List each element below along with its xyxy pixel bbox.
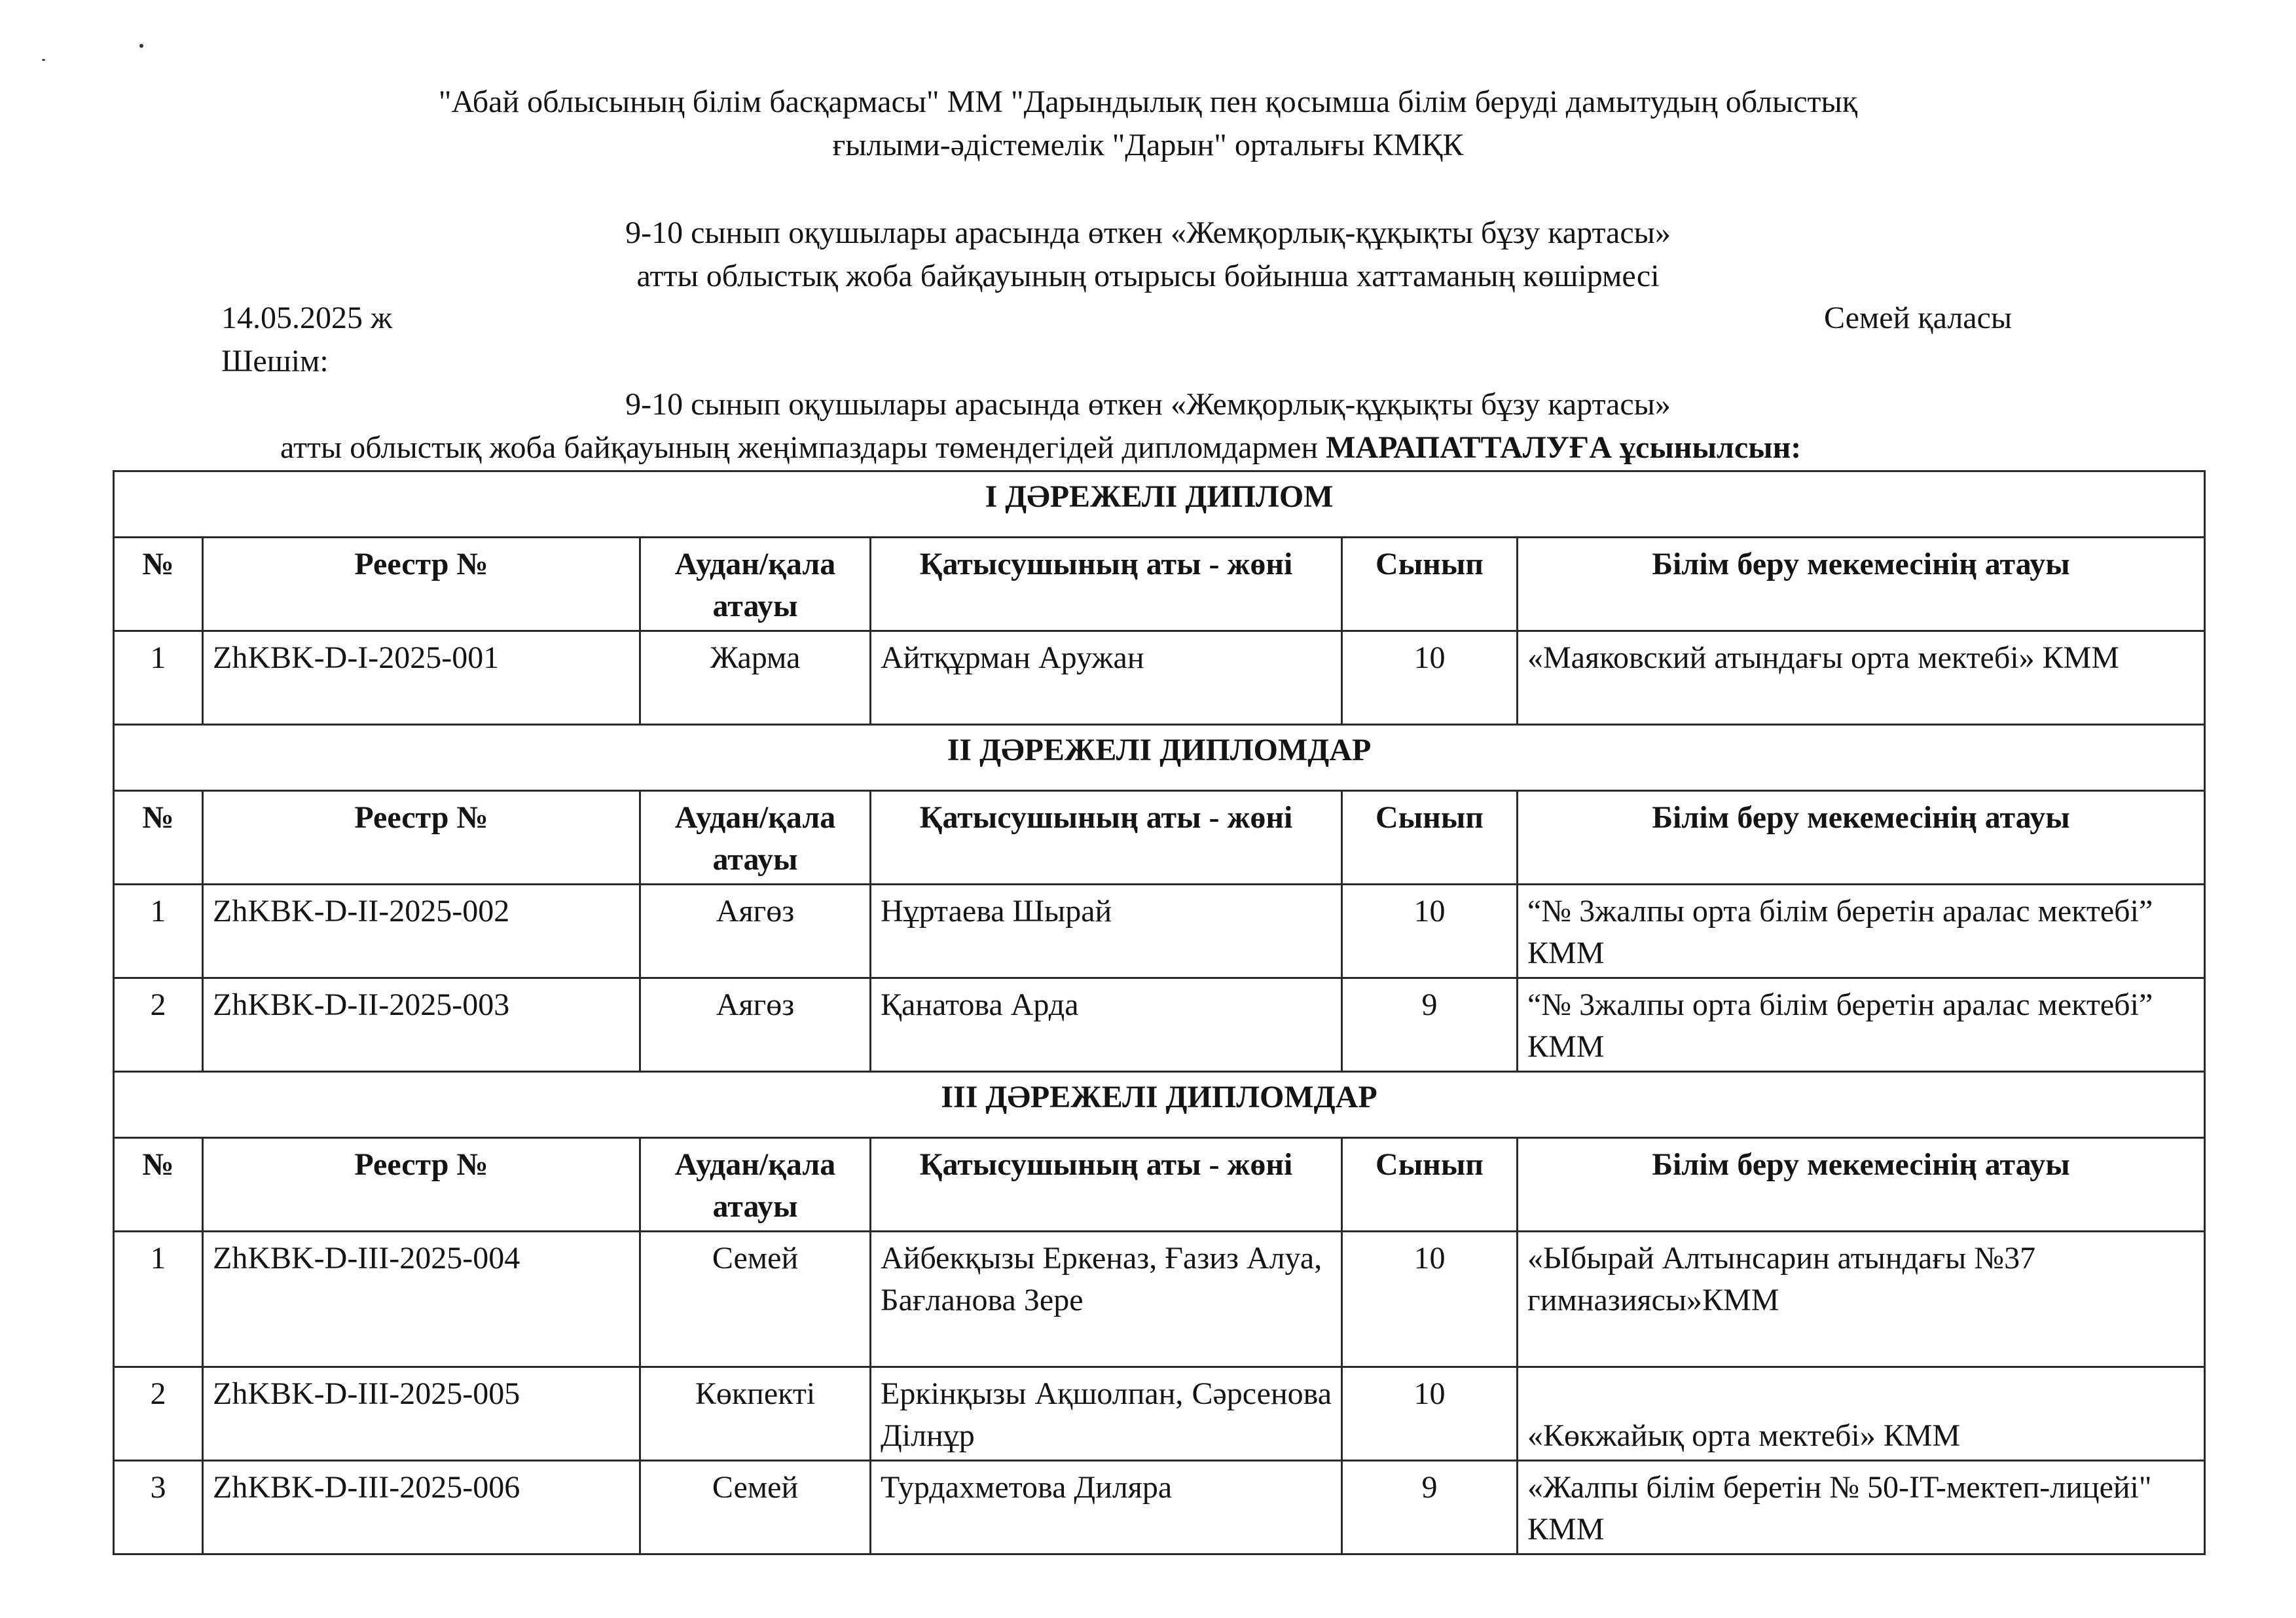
cell-school: «Ыбырай Алтынсарин атындағы №37 гимназиясы»КММ [1518, 1232, 2205, 1367]
cell-registry: ZhKBK-D-III-2025-005 [203, 1367, 640, 1461]
decision-line-2 [280, 428, 1801, 468]
cell-school [1518, 1367, 2205, 1461]
cell-grade: 9 [1342, 1461, 1518, 1554]
header-area: Аудан/қала атауы [640, 791, 871, 885]
header-school: Білім беру мекемесінің атауы [1518, 538, 2205, 631]
cell-participant: Қанатова Арда [871, 978, 1342, 1072]
protocol-city: Семей қаласы [1824, 301, 2013, 335]
cell-area: Семей [640, 1232, 871, 1367]
decision-text: атты облыстық жоба байқауының жеңімпаздары төмендегідей дипломдармен [280, 430, 1326, 465]
table-row [114, 1461, 2205, 1554]
section-title: І ДӘРЕЖЕЛІ ДИПЛОМ [114, 471, 2205, 538]
org-name-line-2: ғылыми-әдістемелік "Дарын" орталығы КМҚК [832, 128, 1464, 162]
cell-school: «Жалпы білім беретін № 50-IT-мектеп-лицейі" КММ [1518, 1461, 2205, 1554]
header-school: Білім беру мекемесінің атауы [1518, 1138, 2205, 1232]
cell-area: Аягөз [640, 885, 871, 978]
cell-grade: 9 [1342, 978, 1518, 1072]
cell-participant: Нұртаева Шырай [871, 885, 1342, 978]
column-header-row [114, 1138, 2205, 1232]
cell-registry: ZhKBK-D-II-2025-003 [203, 978, 640, 1072]
cell-num: 1 [114, 1232, 203, 1367]
scan-speck [42, 59, 45, 61]
header-area: Аудан/қала атауы [640, 1138, 871, 1232]
header-school: Білім беру мекемесінің атауы [1518, 791, 2205, 885]
cell-area: Жарма [640, 631, 871, 725]
awards-table [113, 470, 2206, 1555]
header-registry: Реестр № [203, 538, 640, 631]
table-row [114, 1232, 2205, 1367]
decision-emphasis: МАРАПАТТАЛУҒА ұсынылсын: [1326, 430, 1802, 465]
decision-line-1: 9-10 сынып оқушылары арасында өткен «Жемқорлық-құқықты бұзу картасы» [625, 387, 1671, 422]
cell-num: 1 [114, 885, 203, 978]
cell-grade: 10 [1342, 1367, 1518, 1461]
cell-participant: Айбекқызы Еркеназ, Ғазиз Алуа, Бағланова Зере [871, 1232, 1342, 1367]
column-header-row [114, 791, 2205, 885]
cell-num: 2 [114, 978, 203, 1072]
cell-grade: 10 [1342, 631, 1518, 725]
scan-speck [139, 44, 143, 48]
cell-grade: 10 [1342, 1232, 1518, 1367]
table-row [114, 978, 2205, 1072]
header-participant: Қатысушының аты - жөні [871, 791, 1342, 885]
section-header-row [114, 725, 2205, 791]
cell-registry: ZhKBK-D-III-2025-004 [203, 1232, 640, 1367]
header-registry: Реестр № [203, 791, 640, 885]
cell-area: Семей [640, 1461, 871, 1554]
cell-participant: Турдахметова Диляра [871, 1461, 1342, 1554]
header-registry: Реестр № [203, 1138, 640, 1232]
section-header-row [114, 471, 2205, 538]
cell-school: «Маяковский атындағы орта мектебі» КММ [1518, 631, 2205, 725]
header-grade: Сынып [1342, 791, 1518, 885]
cell-participant [871, 1367, 1342, 1461]
header-grade: Сынып [1342, 1138, 1518, 1232]
header-grade: Сынып [1342, 538, 1518, 631]
cell-registry: ZhKBK-D-II-2025-002 [203, 885, 640, 978]
cell-school: “№ 3жалпы орта білім беретін аралас мектебі” КММ [1518, 978, 2205, 1072]
table-row [114, 631, 2205, 725]
cell-num: 1 [114, 631, 203, 725]
header-num: № [114, 791, 203, 885]
protocol-title-line-1: 9-10 сынып оқушылары арасында өткен «Жемқорлық-құқықты бұзу картасы» [625, 215, 1671, 250]
cell-registry: ZhKBK-D-III-2025-006 [203, 1461, 640, 1554]
cell-area: Аягөз [640, 978, 871, 1072]
section-title: ІІ ДӘРЕЖЕЛІ ДИПЛОМДАР [114, 725, 2205, 791]
header-participant: Қатысушының аты - жөні [871, 1138, 1342, 1232]
header-num: № [114, 538, 203, 631]
cell-num: 2 [114, 1367, 203, 1461]
participant-names: Еркінқызы Ақшолпан, Сәрсенова Ділнұр [881, 1376, 1332, 1453]
cell-participant: Айтқұрман Аружан [871, 631, 1342, 725]
header-area: Аудан/қала атауы [640, 538, 871, 631]
section-title: ІІІ ДӘРЕЖЕЛІ ДИПЛОМДАР [114, 1072, 2205, 1138]
protocol-date: 14.05.2025 ж [221, 301, 393, 335]
decision-label: Шешім: [221, 344, 329, 378]
header-participant: Қатысушының аты - жөні [871, 538, 1342, 631]
cell-num: 3 [114, 1461, 203, 1554]
cell-area: Көкпекті [640, 1367, 871, 1461]
table-row [114, 1367, 2205, 1461]
protocol-title-line-2: атты облыстық жоба байқауының отырысы бойынша хаттаманың көшірмесі [636, 259, 1660, 293]
cell-registry: ZhKBK-D-I-2025-001 [203, 631, 640, 725]
column-header-row [114, 538, 2205, 631]
table-row [114, 885, 2205, 978]
cell-school: “№ 3жалпы орта білім беретін аралас мектебі” КММ [1518, 885, 2205, 978]
section-header-row [114, 1072, 2205, 1138]
cell-grade: 10 [1342, 885, 1518, 978]
school-name: «Көкжайық орта мектебі» КММ [1527, 1418, 1961, 1453]
org-name-line-1: "Абай облысының білім басқармасы" ММ "Дарындылық пен қосымша білім беруді дамытудың облыстық [438, 84, 1858, 119]
header-num: № [114, 1138, 203, 1232]
